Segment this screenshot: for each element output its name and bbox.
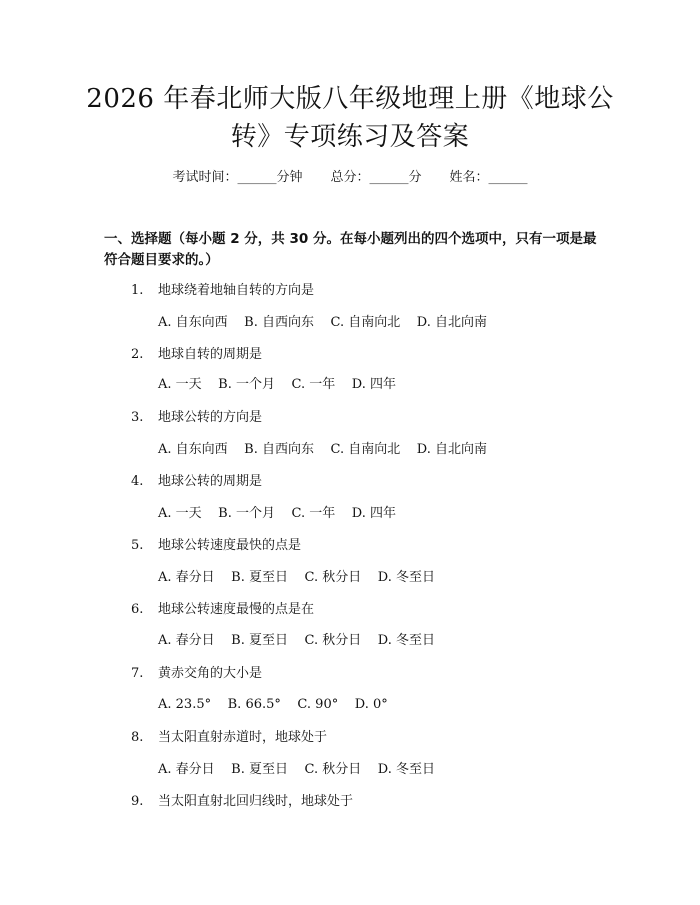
question-text: 地球自转的周期是: [158, 347, 263, 362]
question-number: 8.: [131, 730, 144, 745]
question-number: 2.: [131, 347, 144, 362]
question-4: [131, 473, 611, 491]
question-8-options: A. 春分日 B. 夏至日 C. 秋分日 D. 冬至日: [158, 762, 436, 777]
question-7-options: A. 23.5° B. 66.5° C. 90° D. 0°: [158, 697, 388, 712]
question-6-options: A. 春分日 B. 夏至日 C. 秋分日 D. 冬至日: [158, 633, 436, 648]
question-3: [131, 409, 611, 427]
question-4-options: A. 一天 B. 一个月 C. 一年 D. 四年: [158, 506, 397, 521]
question-text: 地球公转速度最慢的点是在: [158, 602, 315, 617]
section-heading: [104, 229, 604, 271]
section-heading-line-2: 符合题目要求的。）: [104, 252, 219, 268]
question-text: 黄赤交角的大小是: [158, 666, 263, 681]
page-title: [60, 80, 640, 156]
question-text: 地球绕着地轴自转的方向是: [158, 283, 315, 298]
question-number: 6.: [131, 602, 144, 617]
question-number: 4.: [131, 474, 144, 489]
question-7: [131, 665, 611, 683]
question-9: [131, 793, 611, 811]
question-number: 9.: [131, 794, 144, 809]
question-5-options: A. 春分日 B. 夏至日 C. 秋分日 D. 冬至日: [158, 570, 436, 585]
title-line-1: 2026 年春北师大版八年级地理上册《地球公: [86, 84, 614, 114]
question-number: 7.: [131, 666, 144, 681]
section-heading-line-1: 一、选择题（每小题 2 分，共 30 分。在每小题列出的四个选项中，只有一项是最: [104, 231, 597, 247]
question-1-options: A. 自东向西 B. 自西向东 C. 自南向北 D. 自北向南: [158, 315, 488, 330]
question-number: 5.: [131, 538, 144, 553]
question-6: [131, 601, 611, 619]
question-text: 地球公转速度最快的点是: [158, 538, 302, 553]
question-text: 当太阳直射赤道时，地球处于: [158, 730, 328, 745]
question-number: 1.: [131, 283, 144, 298]
question-text: 地球公转的周期是: [158, 474, 263, 489]
question-number: 3.: [131, 410, 144, 425]
question-text: 当太阳直射北回归线时，地球处于: [158, 794, 354, 809]
question-8: [131, 729, 611, 747]
question-1: [131, 282, 611, 300]
question-5: [131, 537, 611, 555]
exam-meta: [0, 169, 700, 187]
question-text: 地球公转的方向是: [158, 410, 263, 425]
question-2-options: A. 一天 B. 一个月 C. 一年 D. 四年: [158, 377, 397, 392]
exam-time: 考试时间：______分钟: [172, 170, 303, 185]
title-line-2: 转》专项练习及答案: [230, 122, 470, 152]
student-name: 姓名：______: [449, 170, 528, 185]
exam-score: 总分：______分: [330, 170, 422, 185]
question-3-options: A. 自东向西 B. 自西向东 C. 自南向北 D. 自北向南: [158, 442, 488, 457]
question-2: [131, 346, 611, 364]
